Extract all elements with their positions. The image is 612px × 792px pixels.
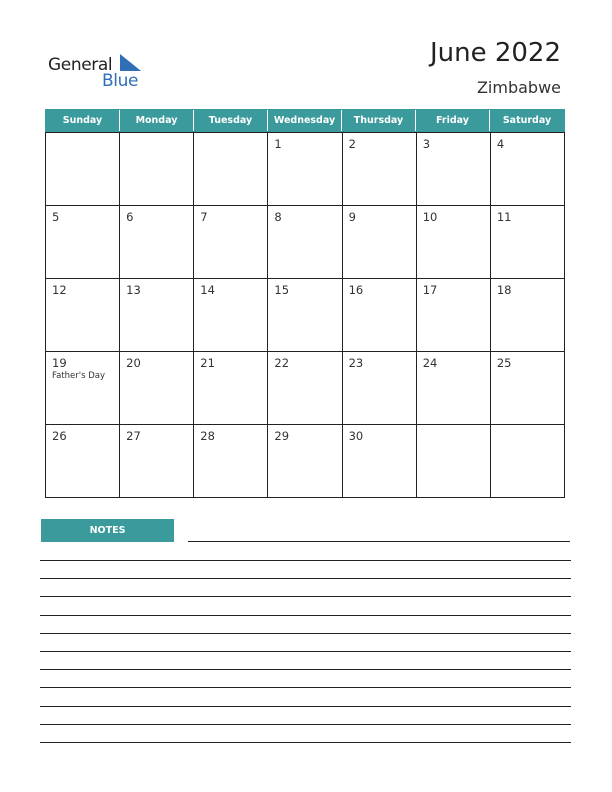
day-number: 3 bbox=[422, 137, 431, 151]
day-number: 12 bbox=[52, 283, 67, 297]
day-number: 28 bbox=[200, 429, 215, 443]
day-number: 26 bbox=[52, 429, 67, 443]
notes-line bbox=[40, 596, 571, 597]
day-cell-2 bbox=[343, 133, 417, 206]
day-cell-25 bbox=[491, 352, 565, 425]
day-number: 24 bbox=[422, 356, 438, 370]
brand-logo bbox=[48, 52, 158, 92]
day-number: 15 bbox=[274, 283, 290, 297]
day-number: 20 bbox=[126, 356, 141, 370]
day-cell-12 bbox=[46, 279, 120, 352]
day-cell-15 bbox=[268, 279, 342, 352]
notes-line bbox=[40, 687, 571, 688]
day-cell-13 bbox=[120, 279, 194, 352]
notes-line bbox=[40, 742, 571, 743]
logo-flag-icon bbox=[120, 54, 142, 72]
notes-line bbox=[40, 706, 571, 707]
day-cell-24 bbox=[417, 352, 491, 425]
day-cell-6 bbox=[120, 206, 194, 279]
holiday-label: Father's Day bbox=[52, 371, 106, 381]
day-cell-11 bbox=[491, 206, 565, 279]
notes-line bbox=[40, 578, 571, 579]
day-cell-16 bbox=[343, 279, 417, 352]
day-cell-17 bbox=[417, 279, 491, 352]
day-cell-29 bbox=[268, 425, 342, 498]
weekday-header-row bbox=[45, 109, 565, 132]
day-number: 6 bbox=[126, 210, 134, 224]
day-number: 1 bbox=[274, 137, 282, 151]
day-number: 10 bbox=[422, 210, 438, 224]
weekday-header-sunday: Sunday bbox=[46, 110, 120, 131]
day-number: 11 bbox=[496, 210, 512, 224]
notes-label: NOTES bbox=[41, 519, 174, 542]
day-cell-7 bbox=[194, 206, 268, 279]
day-number: 2 bbox=[348, 137, 356, 151]
day-cell-14 bbox=[194, 279, 268, 352]
country-name: Zimbabwe bbox=[476, 78, 561, 97]
notes-line bbox=[188, 541, 570, 542]
empty-day-cell bbox=[46, 133, 120, 206]
weekday-header-tuesday: Tuesday bbox=[194, 110, 268, 131]
day-number: 13 bbox=[126, 283, 141, 297]
weekday-header-friday: Friday bbox=[416, 110, 490, 131]
day-cell-20 bbox=[120, 352, 194, 425]
day-cell-9 bbox=[343, 206, 417, 279]
weekday-header-monday: Monday bbox=[120, 110, 194, 131]
notes-line bbox=[40, 560, 571, 561]
day-cell-1 bbox=[268, 133, 342, 206]
weekday-header-wednesday: Wednesday bbox=[268, 110, 342, 131]
day-number: 8 bbox=[274, 210, 282, 224]
day-cell-18 bbox=[491, 279, 565, 352]
day-cell-26 bbox=[46, 425, 120, 498]
day-number: 25 bbox=[496, 356, 512, 370]
day-number: 14 bbox=[200, 283, 215, 297]
calendar-grid bbox=[45, 132, 565, 498]
day-number: 9 bbox=[348, 210, 356, 224]
weekday-header-saturday: Saturday bbox=[502, 115, 552, 126]
day-number: 19 bbox=[52, 356, 67, 370]
logo-word-general: General bbox=[48, 55, 113, 75]
notes-line bbox=[40, 651, 571, 652]
empty-day-cell bbox=[491, 425, 565, 498]
day-number: 21 bbox=[200, 356, 215, 370]
month-title: June 2022 bbox=[429, 38, 561, 68]
day-number: 29 bbox=[274, 429, 290, 443]
day-cell-19 bbox=[46, 352, 120, 425]
day-number: 27 bbox=[126, 429, 141, 443]
day-cell-3 bbox=[417, 133, 491, 206]
day-number: 4 bbox=[496, 137, 505, 151]
day-cell-4 bbox=[491, 133, 565, 206]
day-number: 22 bbox=[274, 356, 290, 370]
weekday-header-thursday: Thursday bbox=[342, 110, 416, 131]
notes-line bbox=[40, 633, 571, 634]
empty-day-cell bbox=[417, 425, 491, 498]
notes-line bbox=[40, 724, 571, 725]
day-cell-5 bbox=[46, 206, 120, 279]
day-number: 17 bbox=[422, 283, 438, 297]
day-cell-10 bbox=[417, 206, 491, 279]
day-number: 30 bbox=[348, 429, 364, 443]
calendar bbox=[45, 109, 565, 498]
day-number: 18 bbox=[496, 283, 512, 297]
notes-line bbox=[40, 669, 571, 670]
day-number: 5 bbox=[52, 210, 60, 224]
logo-word-blue: Blue bbox=[102, 71, 139, 91]
day-cell-21 bbox=[194, 352, 268, 425]
day-cell-27 bbox=[120, 425, 194, 498]
empty-day-cell bbox=[194, 133, 268, 206]
day-cell-30 bbox=[343, 425, 417, 498]
day-number: 16 bbox=[348, 283, 364, 297]
day-cell-22 bbox=[268, 352, 342, 425]
day-cell-23 bbox=[343, 352, 417, 425]
day-number: 23 bbox=[348, 356, 364, 370]
day-cell-8 bbox=[268, 206, 342, 279]
day-cell-28 bbox=[194, 425, 268, 498]
notes-line bbox=[40, 615, 571, 616]
day-number: 7 bbox=[200, 210, 208, 224]
empty-day-cell bbox=[120, 133, 194, 206]
